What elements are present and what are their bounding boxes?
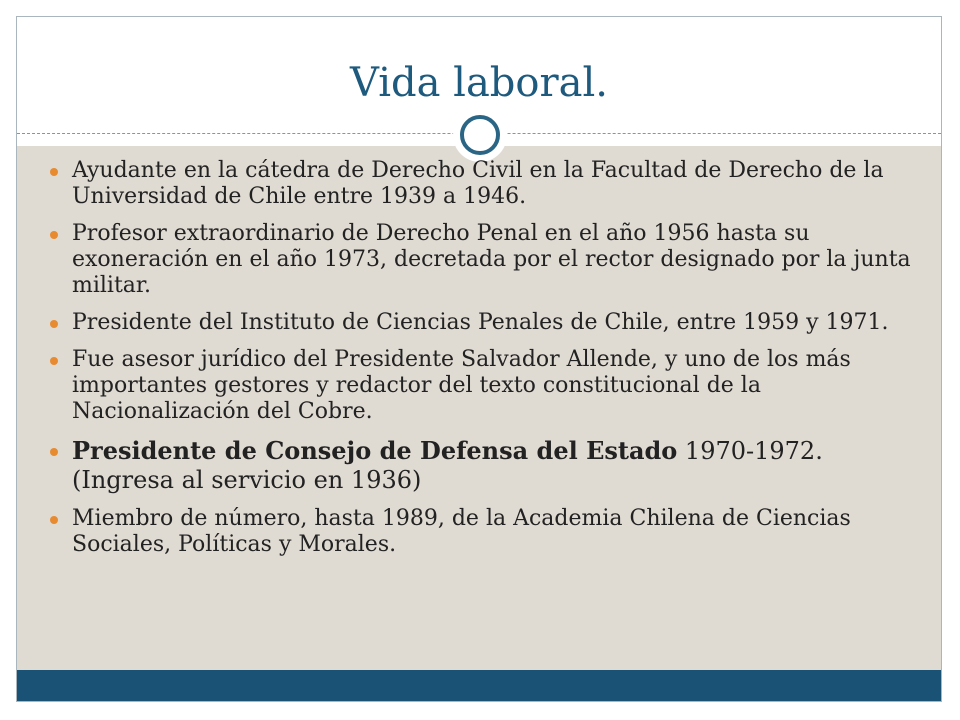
- list-item: [50, 347, 920, 425]
- bullet-dot-icon: [50, 168, 58, 176]
- ring-icon: [460, 115, 500, 155]
- list-item: [50, 436, 920, 495]
- bullet-dot-icon: [50, 320, 58, 328]
- bullet-dot-icon: [50, 357, 58, 365]
- list-item-text: Fue asesor jurídico del Presidente Salvador Allende, y uno de los más importantes gestores y redactor del texto constitucional de la Nacionalización del Cobre.: [72, 347, 851, 424]
- list-item: [50, 221, 920, 299]
- bullet-dot-icon: [50, 448, 58, 456]
- bullet-list: [50, 158, 920, 569]
- bullet-dot-icon: [50, 516, 58, 524]
- list-item-text: Profesor extraordinario de Derecho Penal en el año 1956 hasta su exoneración en el año 1973, decretada por el rector designado por la junta militar.: [72, 221, 911, 298]
- list-item: [50, 506, 920, 558]
- list-item-text: Presidente del Instituto de Ciencias Penales de Chile, entre 1959 y 1971.: [72, 310, 889, 335]
- list-item-text: Miembro de número, hasta 1989, de la Academia Chilena de Ciencias Sociales, Políticas y Morales.: [72, 506, 851, 557]
- list-item: [50, 310, 920, 336]
- slide-title: Vida laboral.: [350, 60, 608, 106]
- list-item: [50, 158, 920, 210]
- list-item-text: Ayudante en la cátedra de Derecho Civil en la Facultad de Derecho de la Universidad de Chile entre 1939 a 1946.: [72, 158, 884, 209]
- list-item-text: 1970-1972. (Ingresa al servicio en 1936): [72, 437, 823, 494]
- bottom-bar: [17, 670, 941, 701]
- bullet-dot-icon: [50, 231, 58, 239]
- list-item-bold-text: Presidente de Consejo de Defensa del Estado: [72, 436, 678, 465]
- circle-ornament: [453, 108, 507, 162]
